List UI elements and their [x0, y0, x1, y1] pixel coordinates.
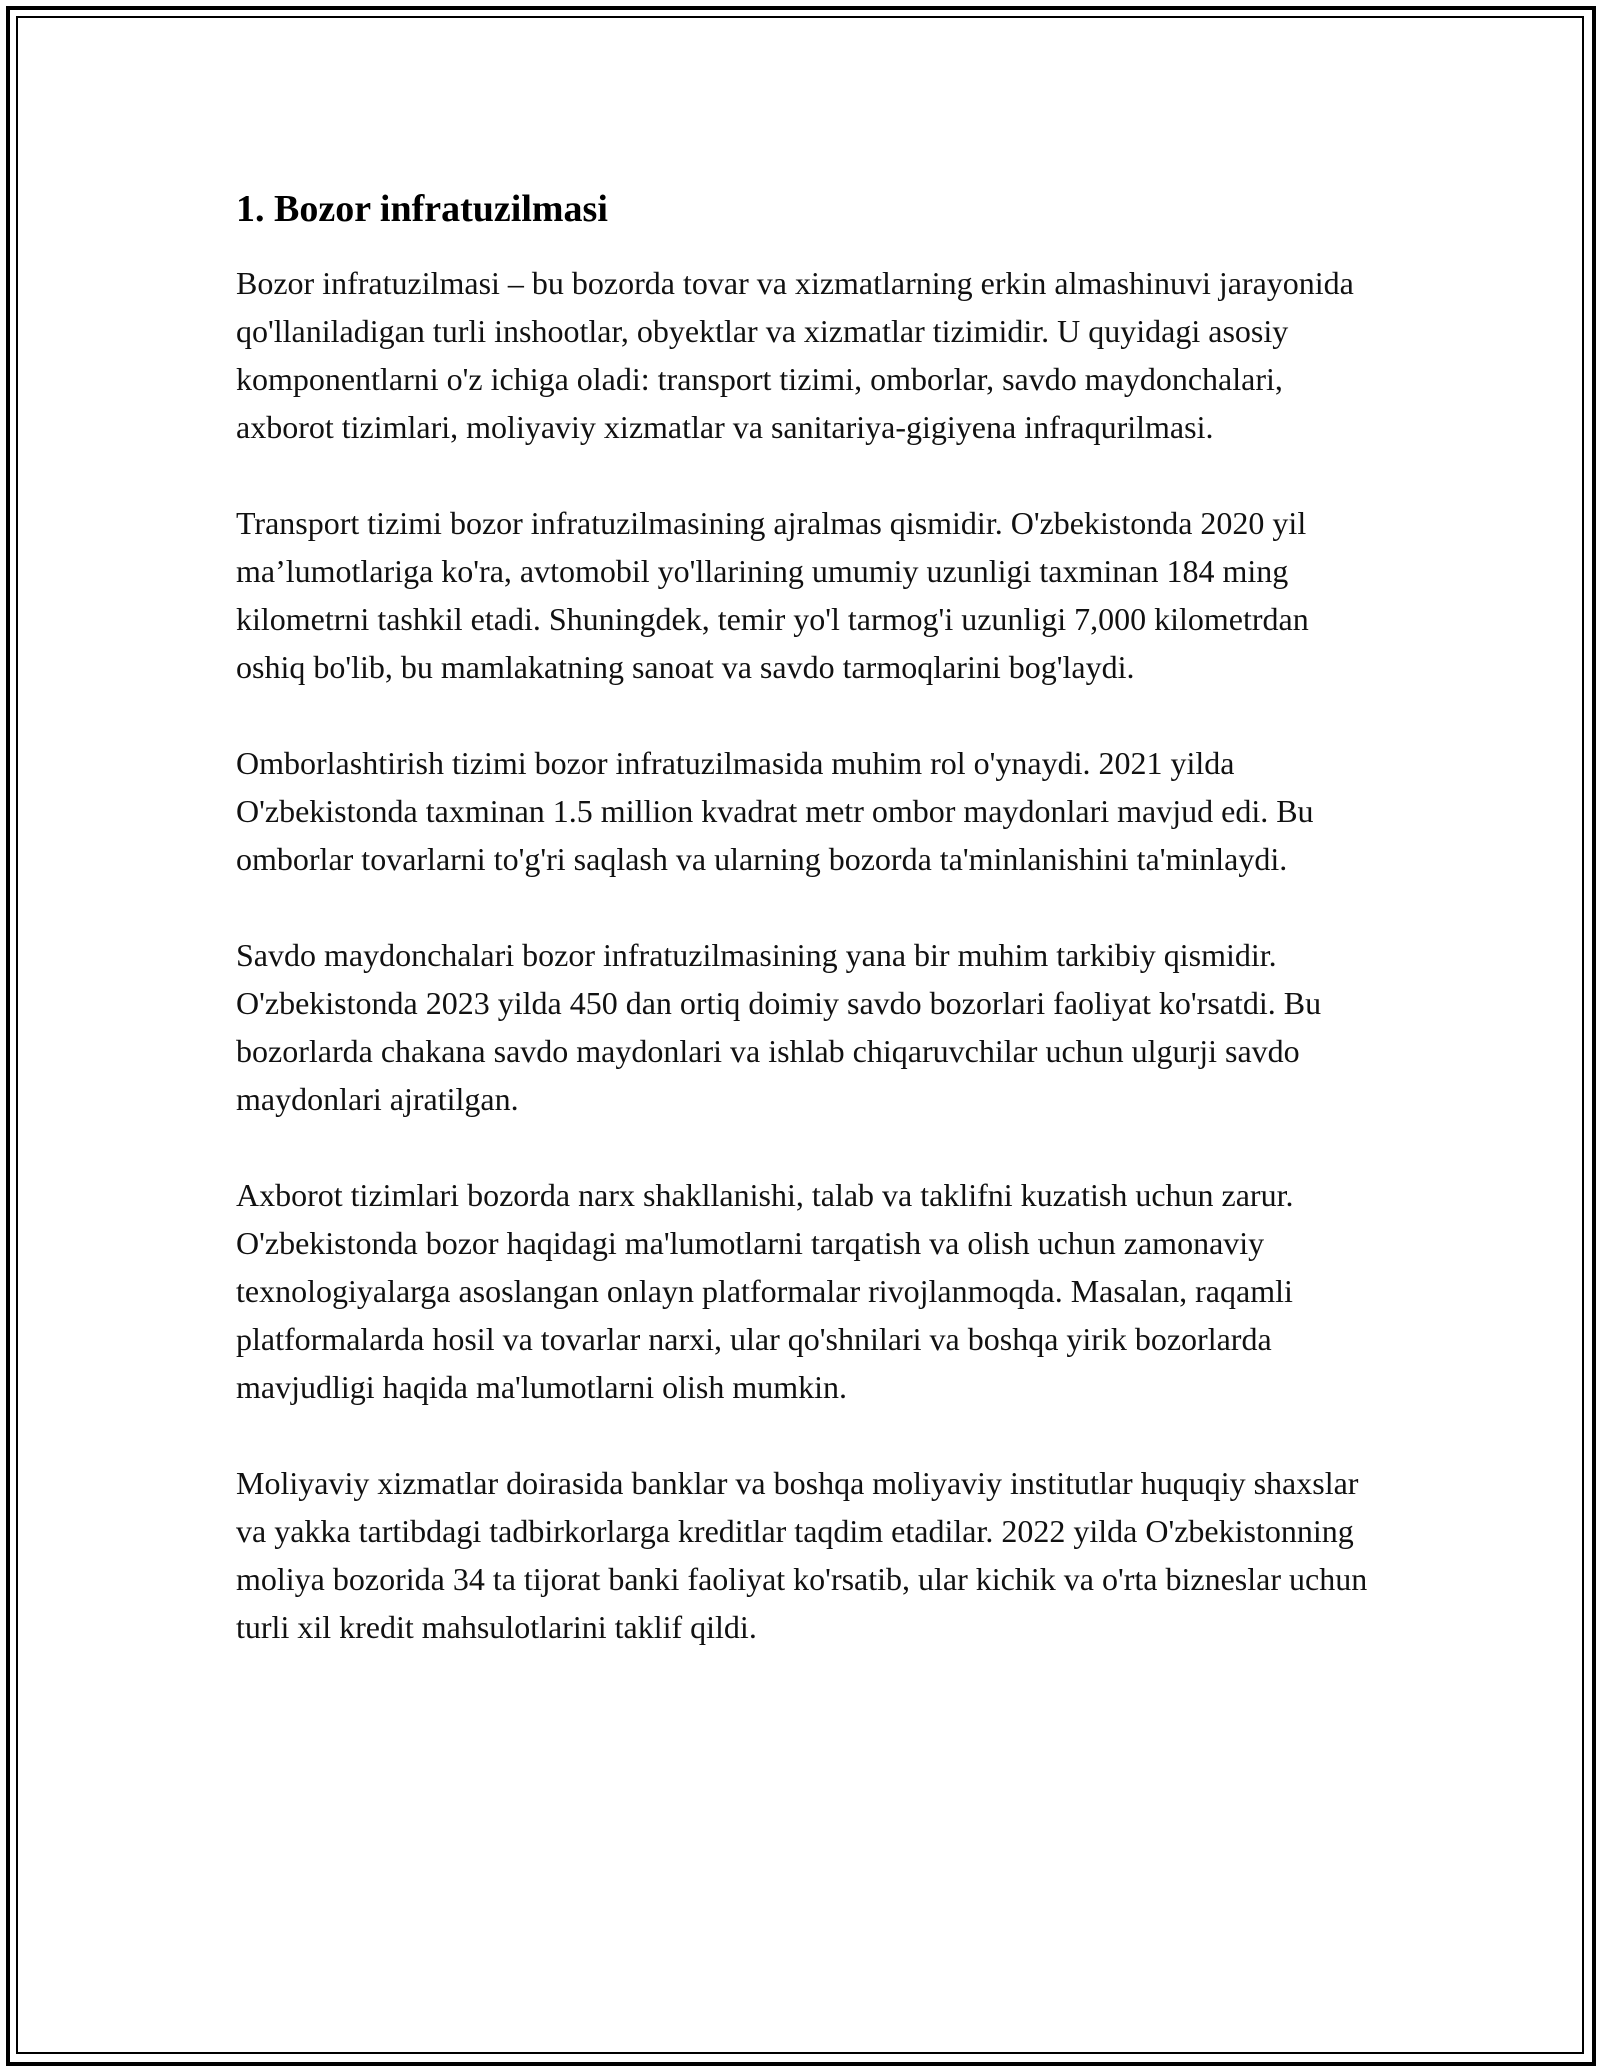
paragraph-information-systems: Axborot tizimlari bozorda narx shakllanishi, talab va taklifni kuzatish uchun zarur. O'zbekistonda bozor haqidagi ma'lumotlarni tarqatish va olish uchun zamonaviy texnologiyalarga asoslangan onlayn platformalar rivojlanmoqda. Masalan, raqamli platformalarda hosil va tovarlar narxi, ular qo'shnilari va boshqa yirik bozorlarda mavjudligi haqida ma'lumotlarni olish mumkin.: [236, 1177, 1294, 1405]
section-heading: 1. Bozor infratuzilmasi: [236, 188, 608, 230]
paragraph-warehousing: Omborlashtirish tizimi bozor infratuzilmasida muhim rol o'ynaydi. 2021 yilda O'zbekistonda taxminan 1.5 million kvadrat metr ombor maydonlari mavjud edi. Bu omborlar tovarlarni to'g'ri saqlash va ularning bozorda ta'minlanishini ta'minlaydi.: [236, 745, 1314, 877]
paragraph-trading-venues: Savdo maydonchalari bozor infratuzilmasining yana bir muhim tarkibiy qismidir. O'zbekistonda 2023 yilda 450 dan ortiq doimiy savdo bozorlari faoliyat ko'rsatdi. Bu bozorlarda chakana savdo maydonlari va ishlab chiqaruvchilar uchun ulgurji savdo maydonlari ajratilgan.: [236, 937, 1322, 1117]
paragraph-financial-services: Moliyaviy xizmatlar doirasida banklar va boshqa moliyaviy institutlar huquqiy shaxslar va yakka tartibdagi tadbirkorlarga kreditlar taqdim etadilar. 2022 yilda O'zbekistonning moliya bozorida 34 ta tijorat banki faoliyat ko'rsatib, ular kichik va o'rta bizneslar uchun turli xil kredit mahsulotlarini taklif qildi.: [236, 1465, 1368, 1645]
paragraph-transport: Transport tizimi bozor infratuzilmasining ajralmas qismidir. O'zbekistonda 2020 yil ma’lumotlariga ko'ra, avtomobil yo'llarining umumiy uzunligi taxminan 184 ming kilometrni tashkil etadi. Shuningdek, temir yo'l tarmog'i uzunligi 7,000 kilometrdan oshiq bo'lib, bu mamlakatning sanoat va savdo tarmoqlarini bog'laydi.: [236, 505, 1309, 685]
document-body: [236, 185, 1386, 1699]
paragraph-intro: Bozor infratuzilmasi – bu bozorda tovar va xizmatlarning erkin almashinuvi jarayonida qo'llaniladigan turli inshootlar, obyektlar va xizmatlar tizimidir. U quyidagi asosiy komponentlarni o'z ichiga oladi: transport tizimi, omborlar, savdo maydonchalari, axborot tizimlari, moliyaviy xizmatlar va sanitariya-gigiyena infraqurilmasi.: [236, 265, 1354, 445]
